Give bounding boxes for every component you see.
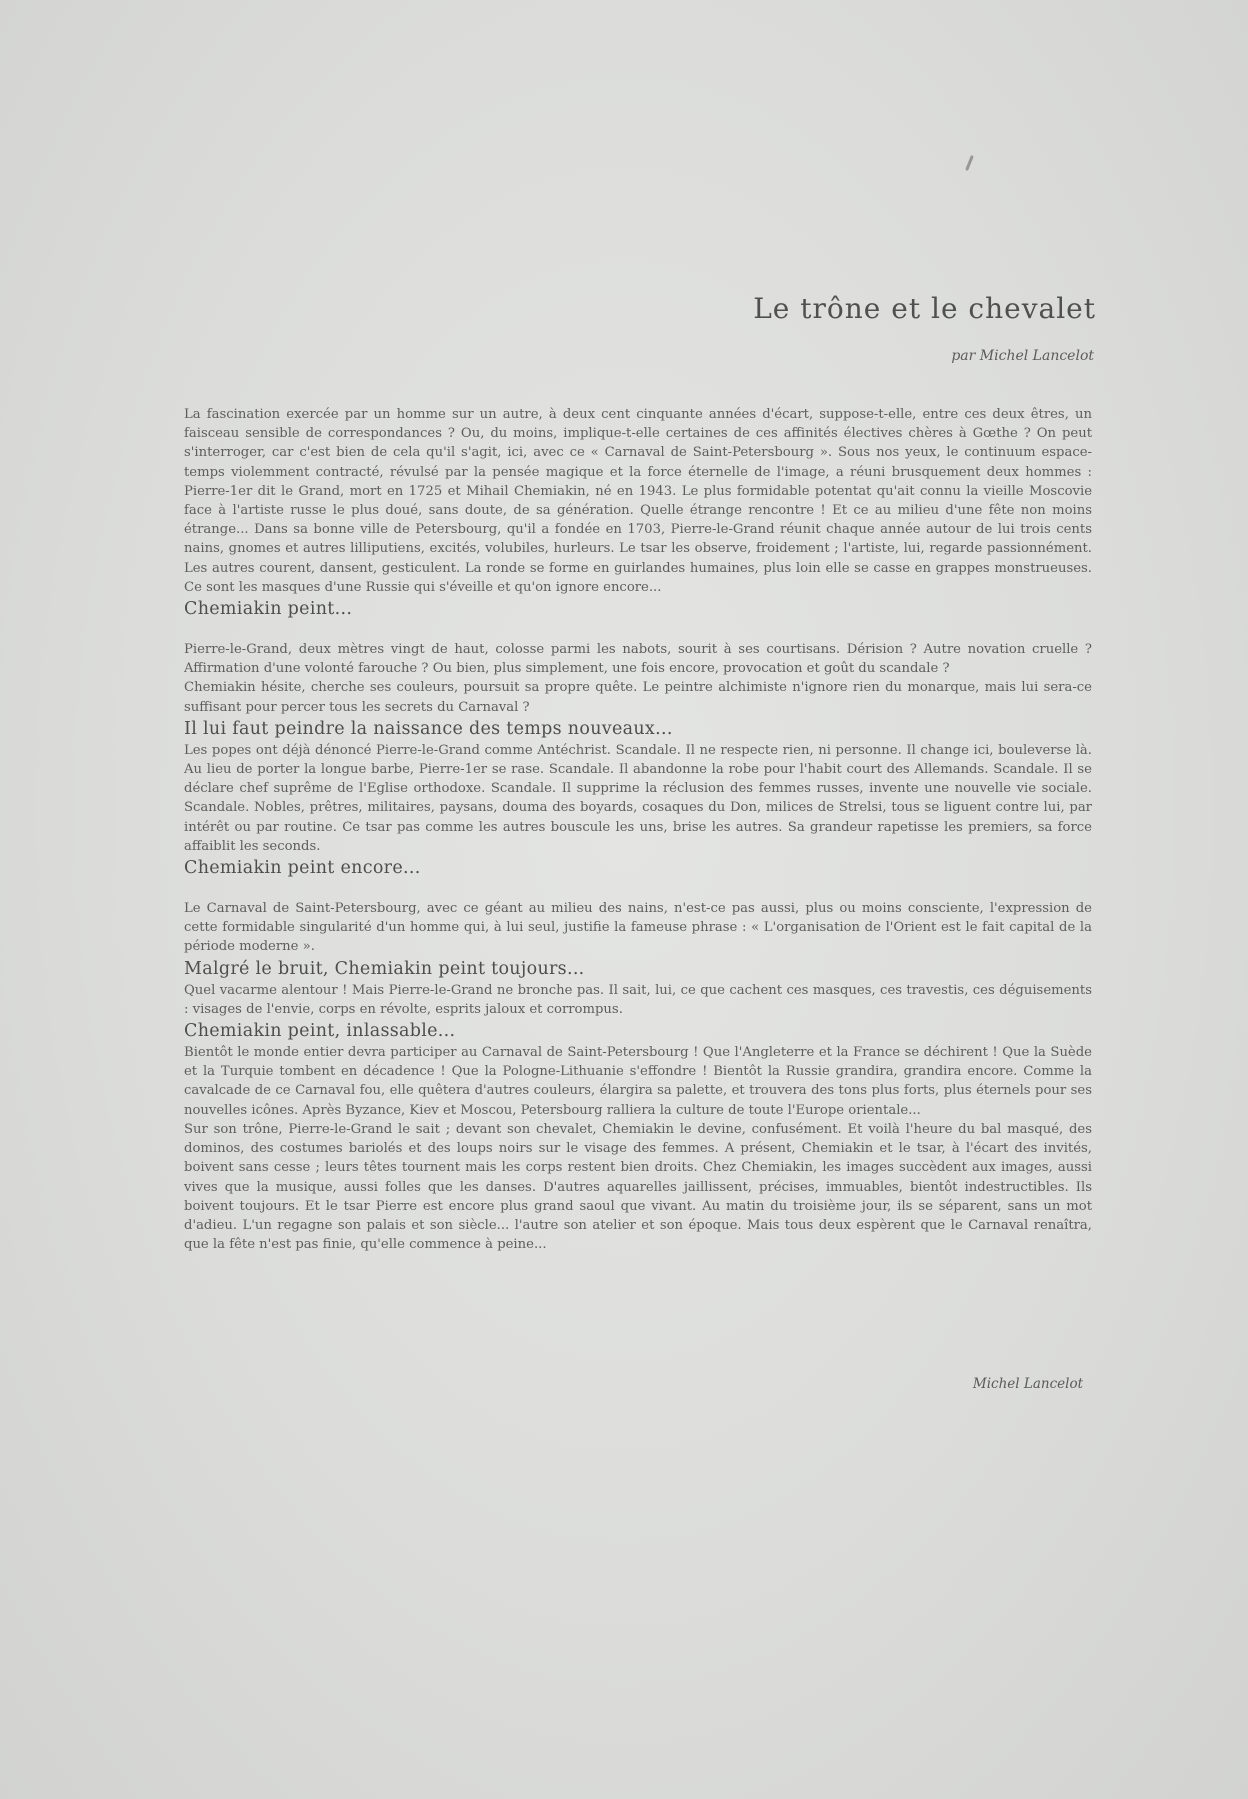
section-heading: Malgré le bruit, Chemiakin peint toujours...	[184, 958, 585, 979]
signature: Michel Lancelot	[972, 1376, 1083, 1392]
section-heading: Chemiakin peint, inlassable...	[184, 1021, 456, 1042]
section-heading: Chemiakin peint...	[184, 599, 353, 620]
section-heading: Chemiakin peint encore...	[184, 858, 421, 879]
paragraph-intro: La fascination exercée par un homme sur un autre, à deux cent cinquante années d'écart, suppose-t-elle, entre ces deux êtres, un faisceau sensible de correspondances ? Ou, du moins, implique-t-elle certaines de ces affinités électives chères à Gœthe ? On peut s'interroger, car c'est bien de cela qu'il s'agit, ici, avec ce « Carnaval de Saint-Petersbourg ». Sous nos yeux, le continuum espace-temps violemment contracté, révulsé par la pensée magique et la force éternelle de l'image, a réuni brusquement deux hommes : Pierre-1er dit le Grand, mort en 1725 et Mihail Chemiakin, né en 1943. Le plus formidable potentat qu'ait connu la vieille Moscovie face à l'artiste russe le plus doué, sans doute, de sa génération. Quelle étrange rencontre ! Et ce au milieu d'une fête non moins étrange... Dans sa bonne ville de Petersbourg, qu'il a fondée en 1703, Pierre-le-Grand réunit chaque année autour de lui trois cents nains, gnomes et autres lilliputiens, excités, volubiles, hurleurs. Le tsar les observe, froidement ; l'artiste, lui, regarde passionnément. Les autres courent, dansent, gesticulent. La ronde se forme en guirlandes humaines, plus loin elle se casse en grappes monstrueuses. Ce sont les masques d'une Russie qui s'éveille et qu'on ignore encore...	[184, 407, 1092, 595]
paragraph: Chemiakin hésite, cherche ses couleurs, poursuit sa propre quête. Le peintre alchimiste n'ignore rien du monarque, mais lui sera-ce suffisant pour percer tous les secrets du Carnaval ?	[184, 680, 1092, 715]
pencil-mark	[965, 155, 974, 171]
paragraph: Pierre-le-Grand, deux mètres vingt de haut, colosse parmi les nabots, sourit à ses courtisans. Dérision ? Autre novation cruelle ? Affirmation d'une volonté farouche ? Ou bien, plus simplement, une fois encore, provocation et goût du scandale ?	[184, 642, 1092, 677]
page-title: Le trône et le chevalet	[753, 292, 1096, 325]
paragraph: Le Carnaval de Saint-Petersbourg, avec ce géant au milieu des nains, n'est-ce pas aussi, plus ou moins consciente, l'expression de cette formidable singularité d'un homme qui, à lui seul, justifie la fameuse phrase : « L'organisation de l'Orient est le fait capital de la période moderne ».	[184, 901, 1092, 955]
paragraph: Bientôt le monde entier devra participer au Carnaval de Saint-Petersbourg ! Que l'Angleterre et la France se déchirent ! Que la Suède et la Turquie tombent en décadence ! Que la Pologne-Lithuanie s'effondre ! Bientôt la Russie grandira, grandira encore. Comme la cavalcade de ce Carnaval fou, elle quêtera d'autres couleurs, élargira sa palette, et trouvera des tons plus forts, plus éternels pour ses nouvelles icônes. Après Byzance, Kiev et Moscou, Petersbourg ralliera la culture de toute l'Europe orientale...	[184, 1045, 1092, 1118]
article-body	[184, 405, 1092, 1254]
section-heading: Il lui faut peindre la naissance des temps nouveaux...	[184, 718, 673, 739]
paragraph: Les popes ont déjà dénoncé Pierre-le-Grand comme Antéchrist. Scandale. Il ne respecte rien, ni personne. Il change ici, bouleverse là. Au lieu de porter la longue barbe, Pierre-1er se rase. Scandale. Il abandonne la robe pour l'habit court des Allemands. Scandale. Il se déclare chef suprême de l'Eglise orthodoxe. Scandale. Il supprime la réclusion des femmes russes, invente une nouvelle vie sociale. Scandale. Nobles, prêtres, militaires, paysans, douma des boyards, cosaques du Don, milices de Strelsi, tous se liguent contre lui, par intérêt ou par routine. Ce tsar pas comme les autres bouscule les uns, brise les autres. Sa grandeur rapetisse les premiers, sa force affaiblit les seconds.	[184, 742, 1092, 854]
paragraph: Sur son trône, Pierre-le-Grand le sait ; devant son chevalet, Chemiakin le devine, confusément. Et voilà l'heure du bal masqué, des dominos, des costumes bariolés et des loups noirs sur le visage des femmes. A présent, Chemiakin et le tsar, à l'écart des invités, boivent sans cesse ; leurs têtes tournent mais les corps restent bien droits. Chez Chemiakin, les images succèdent aux images, aussi vives que la musique, aussi folles que les danses. D'autres aquarelles jaillissent, précises, immuables, bientôt indestructibles. Ils boivent toujours. Et le tsar Pierre est encore plus grand saoul que vivant. Au matin du troisième jour, ils se séparent, sans un mot d'adieu. L'un regagne son palais et son siècle... l'autre son atelier et son époque. Mais tous deux espèrent que le Carnaval renaîtra, que la fête n'est pas finie, qu'elle commence à peine...	[184, 1121, 1092, 1253]
paragraph: Quel vacarme alentour ! Mais Pierre-le-Grand ne bronche pas. Il sait, lui, ce que cachent ces masques, ces travestis, ces déguisements : visages de l'envie, corps en révolte, esprits jaloux et corrompus.	[184, 982, 1092, 1017]
byline: par Michel Lancelot	[951, 348, 1094, 364]
